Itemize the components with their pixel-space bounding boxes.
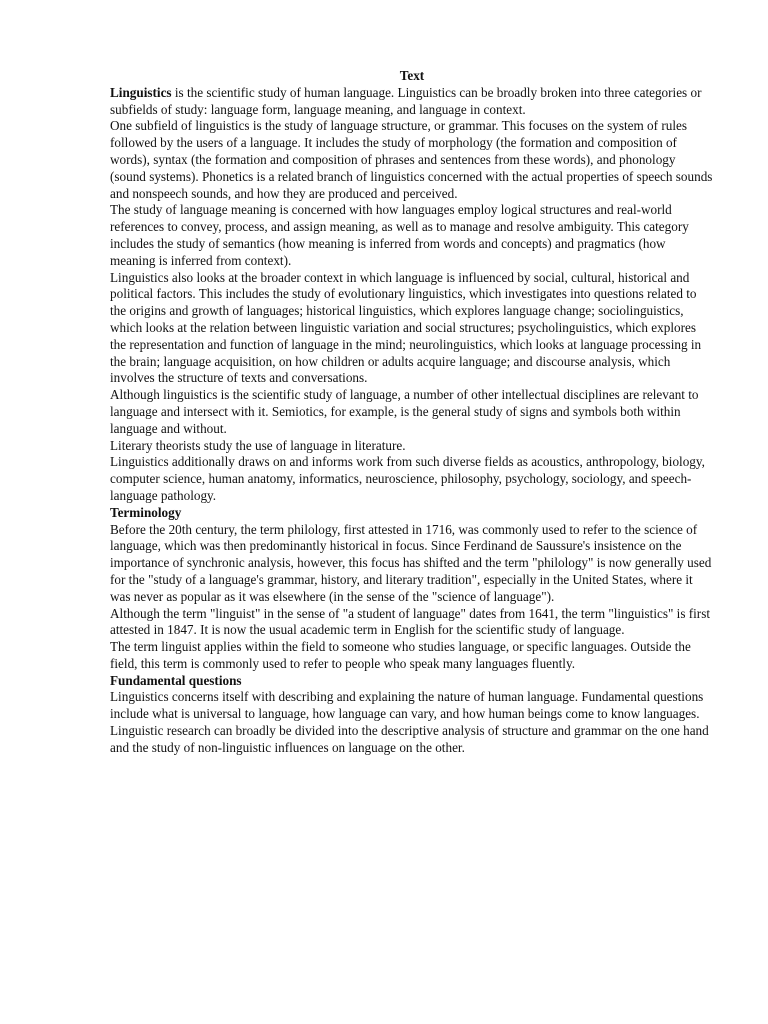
paragraph-linguist-term: Although the term "linguist" in the sense of "a student of language" dates from 1641, the term "linguistics" is first attested in 1847. It is now the usual academic term in English for the scientific study of language. bbox=[110, 605, 710, 638]
intro-lead-term: Linguistics bbox=[110, 84, 172, 100]
document-title: Text bbox=[399, 68, 425, 83]
paragraph-fundamental: Linguistics concerns itself with describing and explaining the nature of human language. Fundamental questions include what is universal to language, how language can vary, and how human beings come to know languages. Linguistic research can broadly be divided into the descriptive analysis of structure and grammar on the one hand and the study of non-linguistic influences on language on the other. bbox=[110, 689, 709, 755]
heading-fundamental-questions: Fundamental questions bbox=[110, 672, 242, 688]
paragraph-linguist-field: The term linguist applies within the field to someone who studies language, or specific languages. Outside the field, this term is commonly used to refer to people who speak many languages fluently. bbox=[110, 639, 691, 671]
paragraph-philology: Before the 20th century, the term philology, first attested in 1716, was commonly used to refer to the science of language, which was then predominantly historical in focus. Since Ferdinand de Saussure's insistence on the importance of synchronic analysis, however, this focus has shifted and the term "philology" is now generally used for the "study of a language's grammar, history, and literary tradition", especially in the United States, where it was never as popular as it was elsewhere (in the sense of the "science of language"). bbox=[110, 521, 712, 604]
paragraph-context: Linguistics also looks at the broader context in which language is influenced by social, cultural, historical and political factors. This includes the study of evolutionary linguistics, which investigates into questions related to the origins and growth of languages; historical linguistics, which explores language change; sociolinguistics, which looks at the relation between linguistic variation and social structures; psycholinguistics, which explores the representation and function of language in the mind; neurolinguistics, which looks at language processing in the brain; language acquisition, on how children or adults acquire language; and discourse analysis, which involves the structure of texts and conversations. bbox=[110, 269, 702, 386]
intro-paragraph bbox=[110, 85, 714, 119]
paragraph-structure: One subfield of linguistics is the study of language structure, or grammar. This focuses on the system of rules followed by the users of a language. It includes the study of morphology (the formation and composition of words), syntax (the formation and composition of phrases and sentences from these words), and phonology (sound systems). Phonetics is a related branch of linguistics concerned with the actual properties of speech sounds and nonspeech sounds, and how they are produced and perceived. bbox=[110, 118, 713, 201]
paragraph-literary: Literary theorists study the use of language in literature. bbox=[110, 437, 406, 453]
paragraph-meaning: The study of language meaning is concerned with how languages employ logical structures and real-world references to convey, process, and assign meaning, as well as to manage and resolve ambiguity. This category includes the study of semantics (how meaning is inferred from words and concepts) and pragmatics (how meaning is inferred from context). bbox=[110, 202, 689, 268]
paragraph-fields: Linguistics additionally draws on and informs work from such diverse fields as acoustics, anthropology, biology, computer science, human anatomy, informatics, neuroscience, philosophy, psychology, sociology, and speech-language pathology. bbox=[110, 454, 705, 503]
intro-text: is the scientific study of human language. Linguistics can be broadly broken into three categories or subfields of study: language form, language meaning, and language in context. bbox=[110, 84, 702, 117]
document-body bbox=[110, 68, 714, 757]
heading-terminology: Terminology bbox=[110, 504, 182, 520]
paragraph-semiotics: Although linguistics is the scientific study of language, a number of other intellectual disciplines are relevant to language and intersect with it. Semiotics, for example, is the general study of signs and symbols both within language and without. bbox=[110, 387, 699, 436]
